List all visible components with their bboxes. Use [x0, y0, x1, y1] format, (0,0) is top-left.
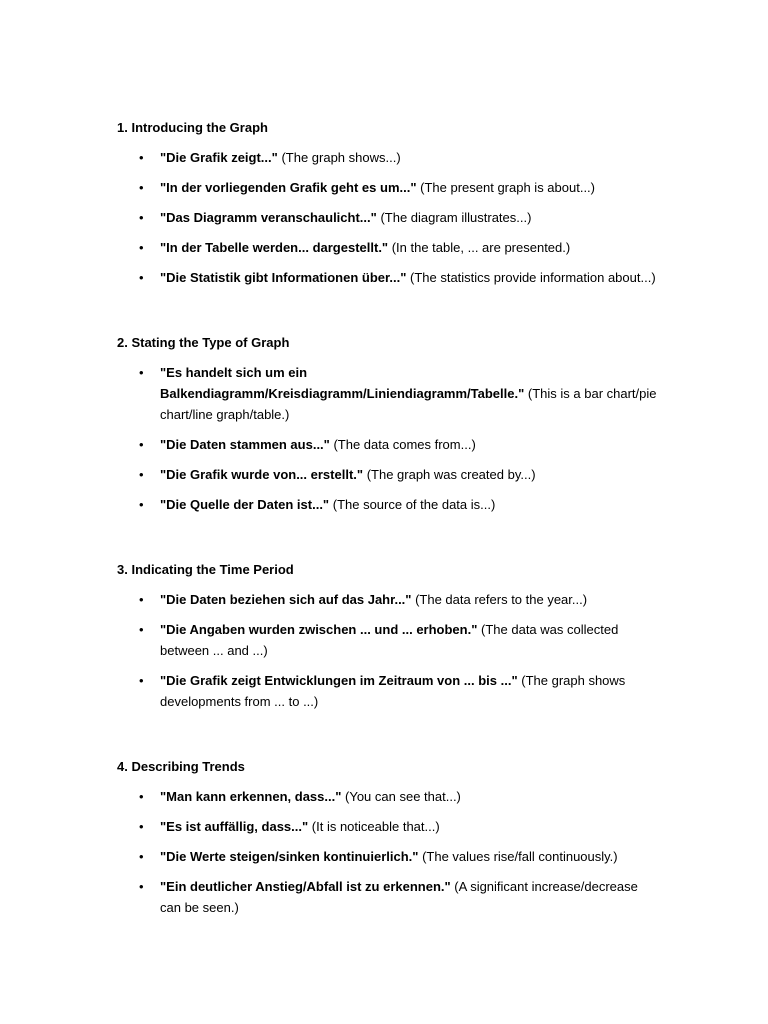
german-phrase: "Die Quelle der Daten ist..." [160, 497, 330, 512]
section-heading: 1. Introducing the Graph [117, 120, 268, 135]
section-describing-trends [117, 756, 657, 918]
section-heading: 3. Indicating the Time Period [117, 562, 294, 577]
section-heading: 2. Stating the Type of Graph [117, 335, 290, 350]
bullet-icon: • [139, 365, 144, 380]
german-phrase: "In der vorliegenden Grafik geht es um..." [160, 180, 417, 195]
bullet-icon: • [139, 437, 144, 452]
english-translation: (The diagram illustrates...) [380, 210, 532, 225]
german-phrase: "Es handelt sich um ein Balkendiagramm/Kreisdiagramm/Liniendiagramm/Tabelle." [160, 365, 525, 401]
english-translation: (The data was collected between ... and ...) [160, 622, 619, 658]
list-item [117, 494, 657, 515]
bullet-icon: • [139, 879, 144, 894]
german-phrase: "Die Grafik zeigt Entwicklungen im Zeitraum von ... bis ..." [160, 673, 518, 688]
german-phrase: "Die Angaben wurden zwischen ... und ... erhoben." [160, 622, 478, 637]
english-translation: (The data comes from...) [333, 437, 476, 452]
bullet-icon: • [139, 270, 144, 285]
section-heading: 4. Describing Trends [117, 759, 245, 774]
bullet-icon: • [139, 592, 144, 607]
german-phrase: "Die Werte steigen/sinken kontinuierlich." [160, 849, 419, 864]
bullet-icon: • [139, 467, 144, 482]
document-page [117, 117, 657, 962]
bullet-icon: • [139, 622, 144, 637]
english-translation: (The graph was created by...) [366, 467, 536, 482]
german-phrase: "Die Grafik wurde von... erstellt." [160, 467, 364, 482]
english-translation: (A significant increase/decrease can be seen.) [160, 879, 638, 915]
list-item [117, 846, 657, 867]
german-phrase: "Man kann erkennen, dass..." [160, 789, 342, 804]
list-item [117, 464, 657, 485]
english-translation: (The present graph is about...) [420, 180, 595, 195]
bullet-icon: • [139, 210, 144, 225]
list-item [117, 177, 657, 198]
english-translation: (The graph shows developments from ... to ...) [160, 673, 626, 709]
list-item [117, 589, 657, 610]
bullet-icon: • [139, 240, 144, 255]
section-introducing-graph [117, 117, 657, 288]
list-item [117, 237, 657, 258]
german-phrase: "Das Diagramm veranschaulicht..." [160, 210, 377, 225]
english-translation: (The graph shows...) [281, 150, 401, 165]
english-translation: (The source of the data is...) [332, 497, 496, 512]
english-translation: (The statistics provide information about...) [409, 270, 656, 285]
list-item [117, 816, 657, 837]
list-item [117, 876, 657, 918]
list-item [117, 619, 657, 661]
english-translation: (The data refers to the year...) [415, 592, 588, 607]
bullet-icon: • [139, 789, 144, 804]
german-phrase: "In der Tabelle werden... dargestellt." [160, 240, 389, 255]
list-item [117, 670, 657, 712]
bullet-icon: • [139, 673, 144, 688]
german-phrase: "Ein deutlicher Anstieg/Abfall ist zu erkennen." [160, 879, 451, 894]
list-item [117, 267, 657, 288]
english-translation: (The values rise/fall continuously.) [422, 849, 618, 864]
english-translation: (This is a bar chart/pie chart/line graph/table.) [160, 386, 657, 422]
section-type-of-graph [117, 332, 657, 515]
bullet-icon: • [139, 497, 144, 512]
bullet-icon: • [139, 150, 144, 165]
bullet-icon: • [139, 819, 144, 834]
phrase-list [117, 786, 657, 918]
english-translation: (In the table, ... are presented.) [391, 240, 571, 255]
german-phrase: "Die Statistik gibt Informationen über..." [160, 270, 407, 285]
german-phrase: "Es ist auffällig, dass..." [160, 819, 309, 834]
english-translation: (You can see that...) [345, 789, 461, 804]
phrase-list [117, 589, 657, 712]
phrase-list [117, 362, 657, 515]
german-phrase: "Die Grafik zeigt..." [160, 150, 278, 165]
english-translation: (It is noticeable that...) [311, 819, 440, 834]
list-item [117, 207, 657, 228]
list-item [117, 147, 657, 168]
german-phrase: "Die Daten beziehen sich auf das Jahr..." [160, 592, 412, 607]
list-item [117, 362, 657, 425]
bullet-icon: • [139, 849, 144, 864]
section-time-period [117, 559, 657, 712]
phrase-list [117, 147, 657, 288]
list-item [117, 434, 657, 455]
bullet-icon: • [139, 180, 144, 195]
list-item [117, 786, 657, 807]
german-phrase: "Die Daten stammen aus..." [160, 437, 330, 452]
